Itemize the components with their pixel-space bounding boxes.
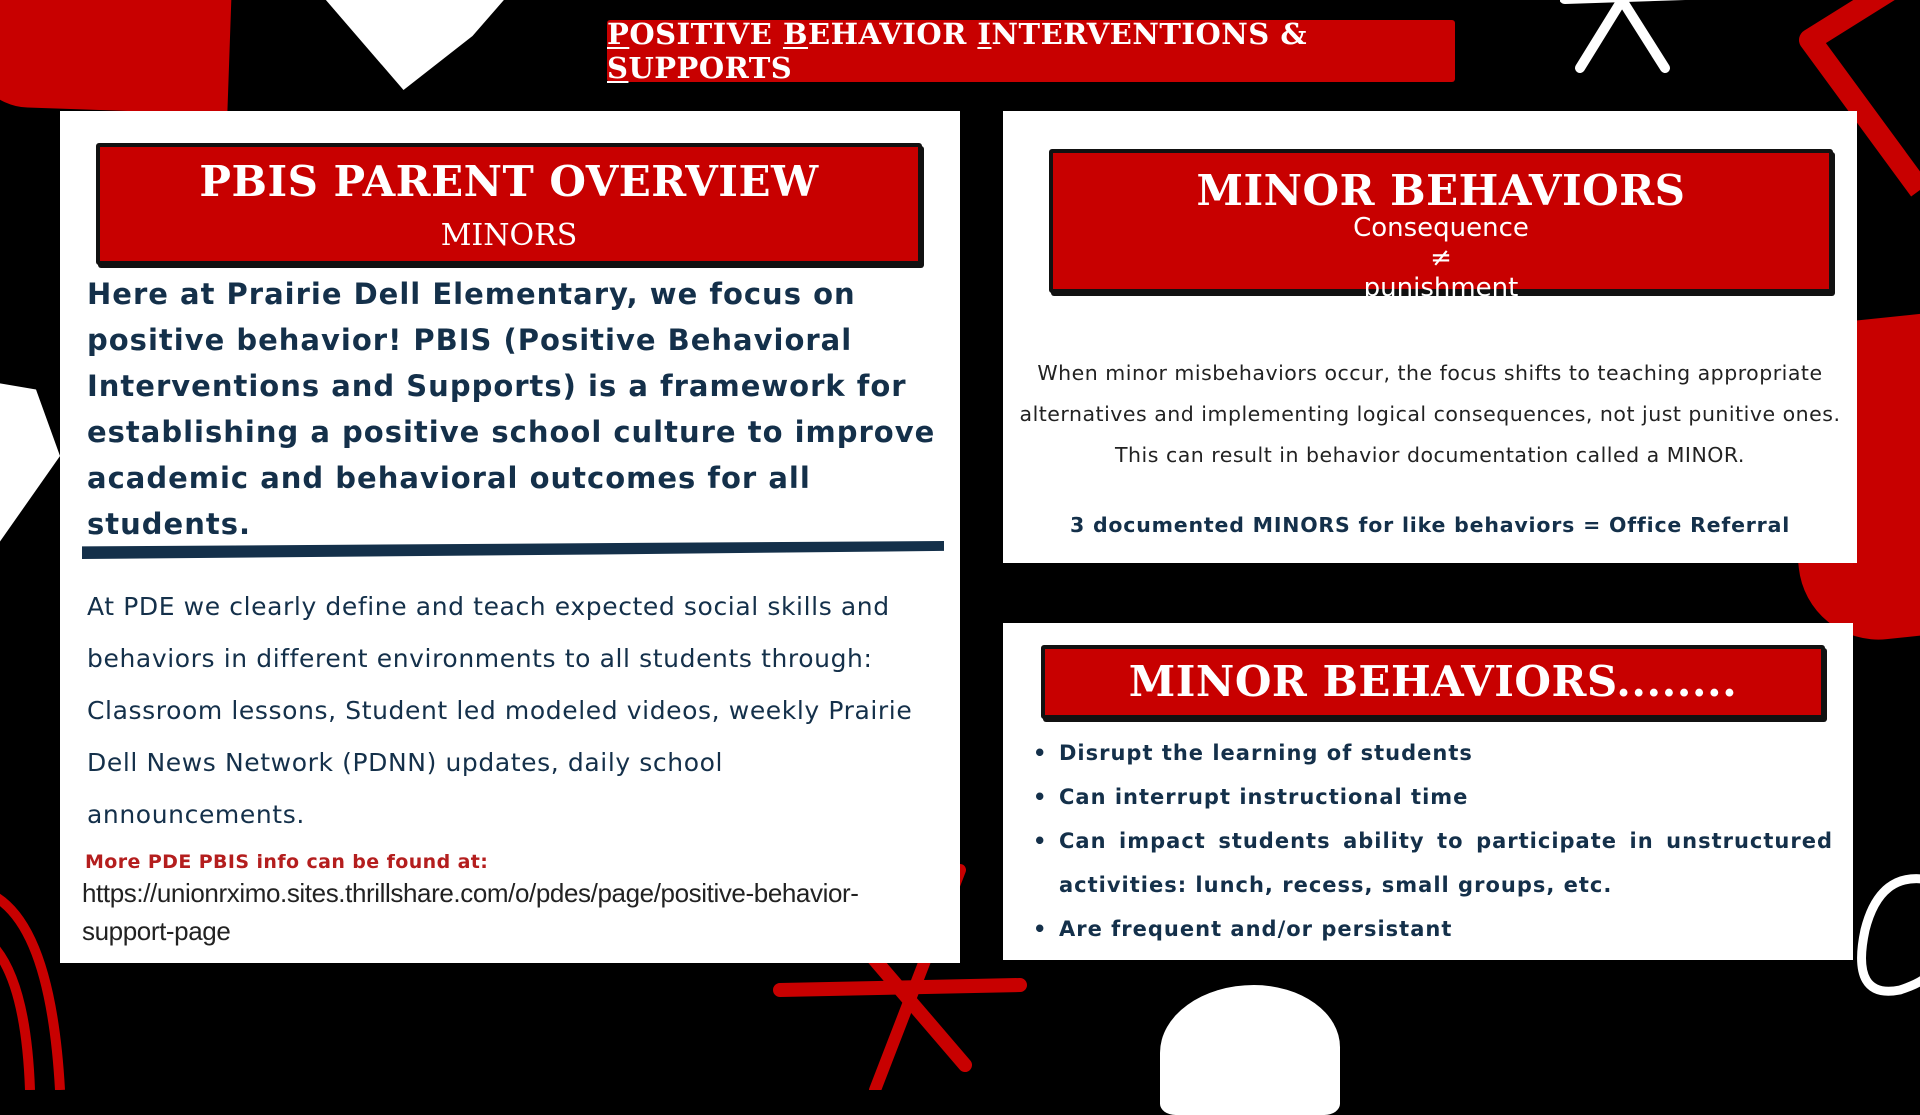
behaviors-list-header xyxy=(1041,645,1825,719)
minor-description: When minor misbehaviors occur, the focus shifts to teaching appropriate alternatives and implementing logical consequences, not just punitive ones. This can result in behavior documentation called a MINOR. xyxy=(1019,361,1841,467)
white-paint-shape-decoration xyxy=(0,380,60,570)
consequence-title: MINOR BEHAVIORS xyxy=(1196,166,1686,215)
white-paint-shape-decoration xyxy=(300,0,530,90)
more-info-link[interactable]: https://unionrximo.sites.thrillshare.com/o/pdes/page/positive-behavior-support-page xyxy=(82,878,859,946)
red-paint-blob-decoration xyxy=(0,0,233,114)
page-title-banner xyxy=(607,17,1455,85)
overview-header xyxy=(96,143,922,265)
not-equal-icon: ≠ xyxy=(1430,243,1452,273)
overview-subtitle: MINORS xyxy=(440,218,578,253)
white-asterisk-decoration xyxy=(1560,0,1690,80)
overview-title: PBIS PARENT OVERVIEW xyxy=(199,157,819,206)
page-title: POSITIVE BEHAVIOR INTERVENTIONS & SUPPORTS xyxy=(607,17,1308,85)
more-info-label: More PDE PBIS info can be found at: xyxy=(85,851,489,873)
consequence-header xyxy=(1049,149,1833,303)
white-paint-blob-decoration xyxy=(1160,985,1340,1115)
minor-behaviors-consequence-panel xyxy=(1003,111,1857,563)
bullet-icon: • xyxy=(1033,785,1048,809)
behaviors-list-title: MINOR BEHAVIORS........ xyxy=(1128,657,1738,706)
intro-paragraph: Here at Prairie Dell Elementary, we focus on positive behavior! PBIS (Positive Behavioral Interventions and Supports) is a framework for establishing a positive school culture to improve academic and behavioral outcomes for all students. xyxy=(87,277,936,541)
bullet-icon: • xyxy=(1033,917,1048,941)
pbis-overview-panel xyxy=(60,111,960,963)
list-item: • Disrupt the learning of students xyxy=(1033,731,1833,775)
punishment-label: punishment xyxy=(1363,273,1519,303)
teaching-paragraph: At PDE we clearly define and teach expected social skills and behaviors in different environments to all students through: Classroom lessons, Student led modeled videos, weekly Prairie Dell News Network (PDNN) updates, daily school announcements. xyxy=(87,592,913,829)
bullet-icon: • xyxy=(1033,741,1048,765)
office-referral-rule: 3 documented MINORS for like behaviors = Office Referral xyxy=(1069,513,1791,537)
consequence-label: Consequence xyxy=(1353,213,1529,243)
minor-behaviors-list-panel xyxy=(1003,623,1853,960)
list-item: • Can interrupt instructional time xyxy=(1033,775,1833,819)
list-item: • Can impact students ability to participate in unstructured activities: lunch, recess, small groups, etc. xyxy=(1033,819,1833,907)
behaviors-list xyxy=(1033,731,1833,951)
list-item: • Are frequent and/or persistant xyxy=(1033,907,1833,951)
bullet-icon: • xyxy=(1033,829,1048,853)
